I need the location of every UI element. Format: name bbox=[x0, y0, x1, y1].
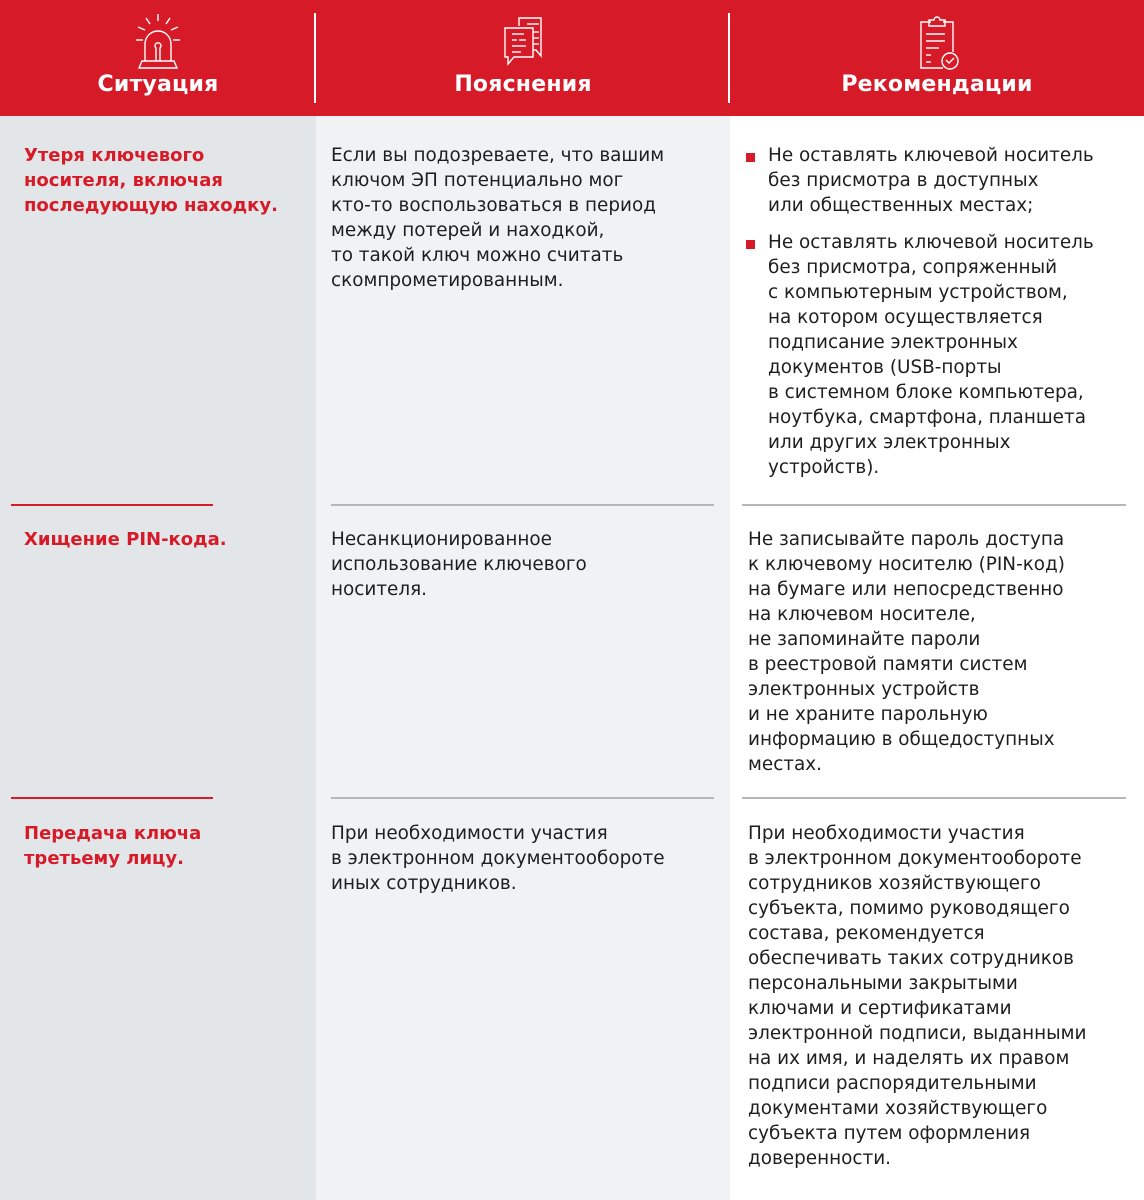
table-header bbox=[0, 0, 1144, 116]
recommendation-cell bbox=[748, 821, 1086, 1171]
text-line: с компьютерным устройством, bbox=[768, 282, 1068, 303]
text-line: без присмотра в доступных bbox=[768, 170, 1039, 191]
text-line: или общественных местах; bbox=[768, 195, 1034, 216]
recommendation-cell bbox=[748, 527, 1065, 777]
text-line: сотрудников хозяйствующего bbox=[748, 873, 1041, 894]
text-line: ноутбука, смартфона, планшета bbox=[768, 407, 1086, 428]
bullet-square-icon bbox=[746, 153, 755, 162]
text-line: Передача ключа bbox=[24, 823, 202, 844]
row-divider bbox=[331, 504, 714, 506]
header-recommendations bbox=[730, 0, 1144, 116]
bullet-square-icon bbox=[746, 240, 755, 249]
text-line: иных сотрудников. bbox=[331, 873, 517, 894]
text-line: кто-то воспользоваться в период bbox=[331, 195, 656, 216]
text-line: субъекта, помимо руководящего bbox=[748, 898, 1070, 919]
row-divider bbox=[331, 797, 714, 799]
row-divider bbox=[742, 797, 1126, 799]
header-title: Ситуация bbox=[97, 72, 219, 97]
text-line: к ключевому носителю (PIN-код) bbox=[748, 554, 1065, 575]
text-line: состава, рекомендуется bbox=[748, 923, 985, 944]
header-title: Пояснения bbox=[454, 72, 592, 97]
text-line: на ключевом носителе, bbox=[748, 604, 976, 625]
text-line: Хищение PIN-кода. bbox=[24, 529, 227, 550]
text-line: электронных устройств bbox=[748, 679, 980, 700]
header-situation bbox=[0, 0, 316, 116]
text-line: в электронном документообороте bbox=[748, 848, 1082, 869]
chat-bubbles-icon bbox=[493, 12, 553, 70]
row-divider bbox=[11, 797, 213, 799]
header-explanation bbox=[316, 0, 730, 116]
text-line: между потерей и находкой, bbox=[331, 220, 605, 241]
explanation-cell bbox=[331, 143, 664, 293]
text-line: Не оставлять ключевой носитель bbox=[768, 145, 1094, 166]
text-line: персональными закрытыми bbox=[748, 973, 1018, 994]
text-line: в электронном документообороте bbox=[331, 848, 665, 869]
text-line: Если вы подозреваете, что вашим bbox=[331, 145, 665, 166]
text-line: информацию в общедоступных bbox=[748, 729, 1055, 750]
situation-column-background bbox=[0, 116, 316, 1200]
text-line: носителя, включая bbox=[24, 170, 223, 191]
text-line: не запоминайте пароли bbox=[748, 629, 981, 650]
text-line: местах. bbox=[748, 754, 823, 775]
text-line: скомпрометированным. bbox=[331, 270, 564, 291]
situation-cell bbox=[24, 821, 201, 871]
explanation-cell bbox=[331, 527, 587, 602]
text-line: Не записывайте пароль доступа bbox=[748, 529, 1065, 550]
text-line: в реестровой памяти систем bbox=[748, 654, 1028, 675]
situation-cell bbox=[24, 143, 278, 218]
text-line: подписание электронных bbox=[768, 332, 1018, 353]
recommendation-cell bbox=[746, 143, 1094, 480]
text-line: без присмотра, сопряженный bbox=[768, 257, 1058, 278]
clipboard-check-icon bbox=[907, 12, 967, 70]
text-line: на бумаге или непосредственно bbox=[748, 579, 1064, 600]
text-line: При необходимости участия bbox=[331, 823, 608, 844]
text-line: носителя. bbox=[331, 579, 428, 600]
text-line: или других электронных bbox=[768, 432, 1011, 453]
text-line: Не оставлять ключевой носитель bbox=[768, 232, 1094, 253]
text-line: доверенности. bbox=[748, 1148, 892, 1169]
text-line: использование ключевого bbox=[331, 554, 587, 575]
text-line: подписи распорядительными bbox=[748, 1073, 1037, 1094]
text-line: и не храните парольную bbox=[748, 704, 988, 725]
text-line: ключом ЭП потенциально мог bbox=[331, 170, 624, 191]
header-title: Рекомендации bbox=[841, 72, 1033, 97]
row-divider bbox=[11, 504, 213, 506]
text-line: субъекта путем оформления bbox=[748, 1123, 1031, 1144]
text-line: При необходимости участия bbox=[748, 823, 1025, 844]
text-line: устройств). bbox=[768, 457, 880, 478]
text-line: в системном блоке компьютера, bbox=[768, 382, 1084, 403]
text-line: документами хозяйствующего bbox=[748, 1098, 1048, 1119]
text-line: последующую находку. bbox=[24, 195, 278, 216]
situation-cell bbox=[24, 527, 227, 552]
recommendation-bullet bbox=[746, 230, 1094, 480]
recommendation-bullet bbox=[746, 143, 1094, 218]
text-line: третьему лицу. bbox=[24, 848, 184, 869]
text-line: ключами и сертификатами bbox=[748, 998, 1012, 1019]
text-line: электронной подписи, выданными bbox=[748, 1023, 1087, 1044]
text-line: обеспечивать таких сотрудников bbox=[748, 948, 1074, 969]
text-line: Утеря ключевого bbox=[24, 145, 205, 166]
text-line: Несанкционированное bbox=[331, 529, 553, 550]
alarm-beacon-icon bbox=[128, 12, 188, 70]
text-line: на их имя, и наделять их правом bbox=[748, 1048, 1070, 1069]
text-line: то такой ключ можно считать bbox=[331, 245, 624, 266]
explanation-cell bbox=[331, 821, 665, 896]
text-line: на котором осуществляется bbox=[768, 307, 1043, 328]
text-line: документов (USB-порты bbox=[768, 357, 1002, 378]
row-divider bbox=[742, 504, 1126, 506]
